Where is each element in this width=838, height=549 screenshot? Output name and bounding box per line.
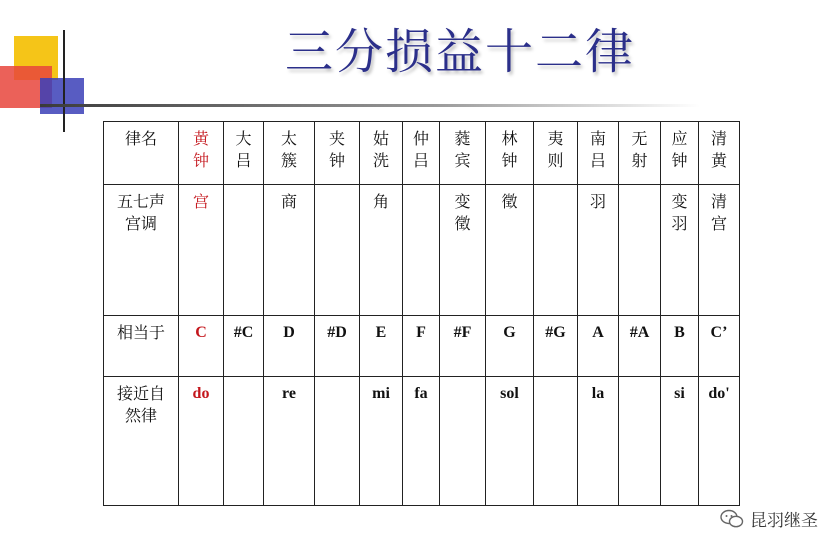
table-cell: fa xyxy=(403,377,440,506)
table-cell: C’ xyxy=(699,316,740,377)
cell-char: 则 xyxy=(547,151,564,170)
cell-char: 夹 xyxy=(328,129,345,148)
table-cell xyxy=(440,185,486,316)
cell-char: 吕 xyxy=(235,151,252,170)
table-cell xyxy=(403,185,440,316)
table-cell xyxy=(661,122,699,185)
cell-char: 宫 xyxy=(710,214,727,233)
table-cell: #G xyxy=(534,316,578,377)
cell-char: 太 xyxy=(280,129,297,148)
cell-char: 簇 xyxy=(280,151,297,170)
cell-char: 夷 xyxy=(547,129,564,148)
cell-char: 钟 xyxy=(501,151,518,170)
cell-char: 清 xyxy=(710,129,727,148)
table-cell: #A xyxy=(619,316,661,377)
table-cell: si xyxy=(661,377,699,506)
table-cell xyxy=(534,122,578,185)
table-cell xyxy=(315,122,360,185)
table-cell: la xyxy=(578,377,619,506)
cell-char: 清 xyxy=(710,192,727,211)
cell-char: 商 xyxy=(280,192,297,211)
cell-char: 大 xyxy=(235,129,252,148)
table-cell xyxy=(486,185,534,316)
table-cell: D xyxy=(264,316,315,377)
table-cell xyxy=(486,122,534,185)
cell-char: 角 xyxy=(372,192,389,211)
row-header-line: 五七声 xyxy=(116,192,165,211)
cell-char: 徵 xyxy=(454,214,471,233)
table-cell xyxy=(578,185,619,316)
table-cell xyxy=(661,185,699,316)
row-header xyxy=(104,377,179,506)
cell-char: 宫 xyxy=(192,192,209,211)
cell-char: 吕 xyxy=(589,151,606,170)
cell-char: 变 xyxy=(454,192,471,211)
cell-char: 吕 xyxy=(412,151,429,170)
row-header xyxy=(104,185,179,316)
table-cell xyxy=(578,122,619,185)
table-cell: #F xyxy=(440,316,486,377)
row-modes xyxy=(104,185,740,316)
table-cell: E xyxy=(360,316,403,377)
row-header-line: 然律 xyxy=(124,406,157,425)
table-cell xyxy=(224,122,264,185)
table-cell xyxy=(619,377,661,506)
cell-char: 蕤 xyxy=(454,129,471,148)
cell-char: 羽 xyxy=(671,214,688,233)
table-cell xyxy=(179,122,224,185)
row-equivalents xyxy=(104,316,740,377)
row-header: 相当于 xyxy=(104,316,179,377)
table-cell xyxy=(360,122,403,185)
table-cell: F xyxy=(403,316,440,377)
table-cell: re xyxy=(264,377,315,506)
cell-char: 羽 xyxy=(589,192,606,211)
row-header-line: 接近自 xyxy=(116,384,165,403)
table-cell: #C xyxy=(224,316,264,377)
table-cell: B xyxy=(661,316,699,377)
table-cell xyxy=(619,122,661,185)
row-solfege xyxy=(104,377,740,506)
cell-char: 黄 xyxy=(710,151,727,170)
row-header-line: 宫调 xyxy=(124,214,157,233)
cell-char: 黄 xyxy=(192,129,209,148)
table-cell xyxy=(619,185,661,316)
table-cell: do xyxy=(179,377,224,506)
table-cell xyxy=(264,122,315,185)
cell-char: 钟 xyxy=(328,151,345,170)
table-cell: A xyxy=(578,316,619,377)
cell-char: 姑 xyxy=(372,129,389,148)
row-header: 律名 xyxy=(104,122,179,185)
table-cell: G xyxy=(486,316,534,377)
table-cell: C xyxy=(179,316,224,377)
cell-char: 变 xyxy=(671,192,688,211)
cell-char: 林 xyxy=(501,129,518,148)
table-cell xyxy=(179,185,224,316)
table-cell xyxy=(264,185,315,316)
cell-char: 钟 xyxy=(192,151,209,170)
cell-char: 钟 xyxy=(671,151,688,170)
table-cell xyxy=(360,185,403,316)
table-cell xyxy=(440,122,486,185)
corner-decoration xyxy=(0,0,130,140)
cell-char: 宾 xyxy=(454,151,471,170)
cell-char: 徵 xyxy=(501,192,518,211)
cell-char: 无 xyxy=(631,129,648,148)
lu-table xyxy=(103,121,740,506)
page-title: 三分损益十二律 xyxy=(284,24,635,80)
table-cell xyxy=(534,377,578,506)
table-cell xyxy=(440,377,486,506)
table-cell xyxy=(534,185,578,316)
table-cell xyxy=(224,185,264,316)
table-cell: do' xyxy=(699,377,740,506)
table-cell xyxy=(403,122,440,185)
table-cell: mi xyxy=(360,377,403,506)
cell-char: 射 xyxy=(631,151,648,170)
row-lu-names xyxy=(104,122,740,185)
watermark xyxy=(720,506,818,531)
table-cell xyxy=(699,122,740,185)
wechat-icon xyxy=(720,509,744,529)
cell-char: 应 xyxy=(671,129,688,148)
table-cell xyxy=(699,185,740,316)
cell-char: 仲 xyxy=(412,129,429,148)
watermark-text: 昆羽继圣 xyxy=(750,511,818,531)
cell-char: 洗 xyxy=(372,151,389,170)
table-cell: sol xyxy=(486,377,534,506)
title-underline xyxy=(40,104,700,107)
table-cell xyxy=(315,185,360,316)
cell-char: 南 xyxy=(589,129,606,148)
deco-blue-square xyxy=(40,78,84,114)
table-cell xyxy=(224,377,264,506)
table-cell xyxy=(315,377,360,506)
table-cell: #D xyxy=(315,316,360,377)
